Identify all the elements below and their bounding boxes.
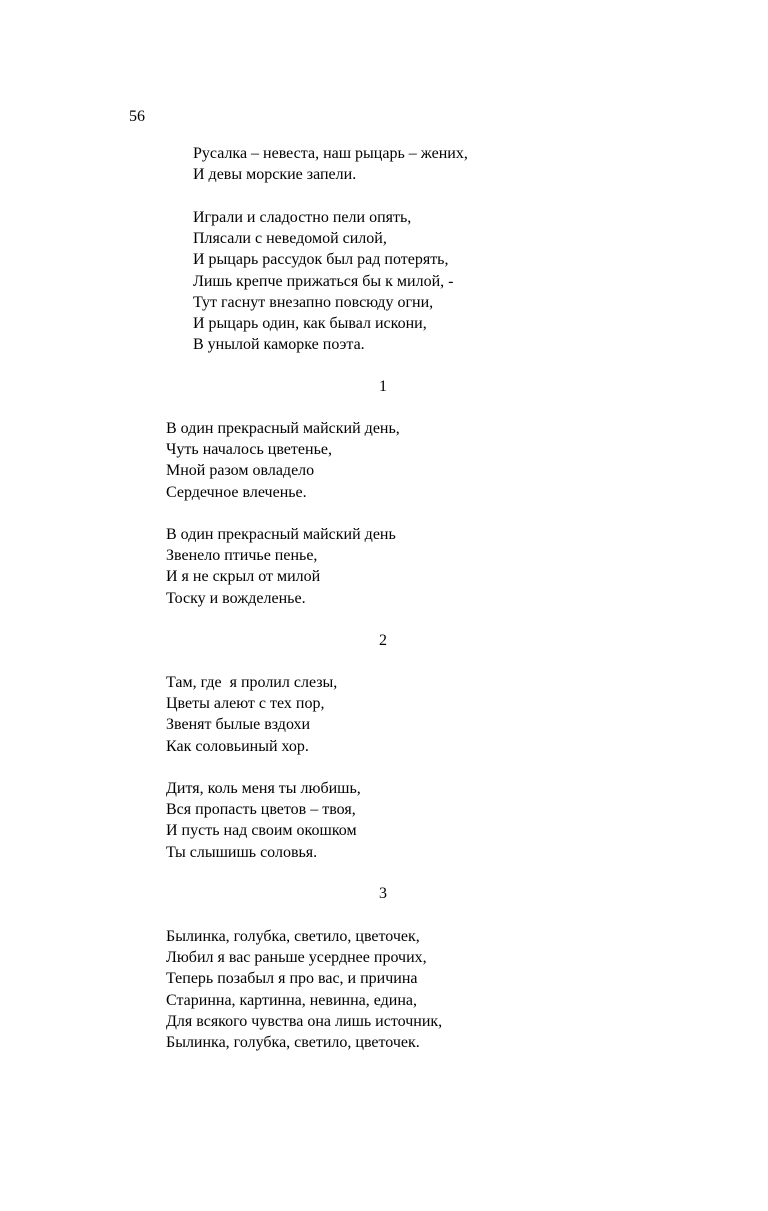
poem-number-label: 3 xyxy=(379,885,387,902)
verse-line: Тоску и вожделенье. xyxy=(166,589,306,607)
verse-line: Русалка – невеста, наш рыцарь – жених, xyxy=(193,145,468,162)
verse-line: Лишь крепче прижаться бы к милой, - xyxy=(193,272,454,290)
verse-line: Ты слышишь соловья. xyxy=(166,843,318,861)
verse-line: Сердечное влеченье. xyxy=(166,483,307,501)
poem-number xyxy=(0,883,768,904)
verse-line: Играли и сладостно пели опять, xyxy=(193,209,412,226)
verse-line: Для всякого чувства она лишь источник, xyxy=(166,1012,443,1030)
poem-number xyxy=(0,630,768,651)
verse-line: Теперь позабыл я про вас, и причина xyxy=(166,970,418,988)
verse-line: Там, где я пролил слезы, xyxy=(166,674,338,691)
verse-line: Плясали с неведомой силой, xyxy=(193,230,387,248)
verse-line: Былинка, голубка, светило, цветочек. xyxy=(166,1034,420,1052)
poem-number-label: 2 xyxy=(379,632,387,649)
verse-line: Звенят былые вздохи xyxy=(166,716,311,734)
verse-line: И девы морские запели. xyxy=(193,166,357,184)
poem-stanza xyxy=(166,524,396,609)
verse-line: Цветы алеют с тех пор, xyxy=(166,695,325,713)
verse-line: В один прекрасный майский день xyxy=(166,526,396,543)
verse-line: И рыцарь рассудок был рад потерять, xyxy=(193,251,449,269)
verse-line: И рыцарь один, как бывал искони, xyxy=(193,315,427,333)
verse-line: Звенело птичье пенье, xyxy=(166,547,318,565)
verse-line: Любил я вас раньше усерднее прочих, xyxy=(166,949,427,967)
verse-line: И я не скрыл от милой xyxy=(166,568,321,586)
intro-stanza xyxy=(193,143,468,185)
verse-line: В один прекрасный майский день, xyxy=(166,420,400,437)
poem-stanza xyxy=(166,778,361,863)
poem-number-label: 1 xyxy=(379,378,387,395)
verse-line: В унылой каморке поэта. xyxy=(193,336,365,354)
verse-line: Вся пропасть цветов – твоя, xyxy=(166,801,356,819)
verse-line: Старинна, картинна, невинна, едина, xyxy=(166,991,418,1009)
poem-stanza xyxy=(166,926,442,1053)
verse-line: Тут гаснут внезапно повсюду огни, xyxy=(193,293,434,311)
verse-line: И пусть над своим окошком xyxy=(166,822,357,840)
verse-line: Дитя, коль меня ты любишь, xyxy=(166,780,361,797)
verse-line: Как соловьиный хор. xyxy=(166,737,309,755)
poem-stanza xyxy=(166,418,400,503)
poem-stanza xyxy=(166,672,337,757)
page-number: 56 xyxy=(129,108,145,125)
verse-line: Былинка, голубка, светило, цветочек, xyxy=(166,928,420,945)
verse-line: Мной разом овладело xyxy=(166,462,315,480)
intro-stanza xyxy=(193,207,453,355)
poem-number xyxy=(0,376,768,397)
verse-line: Чуть началось цветенье, xyxy=(166,441,332,459)
